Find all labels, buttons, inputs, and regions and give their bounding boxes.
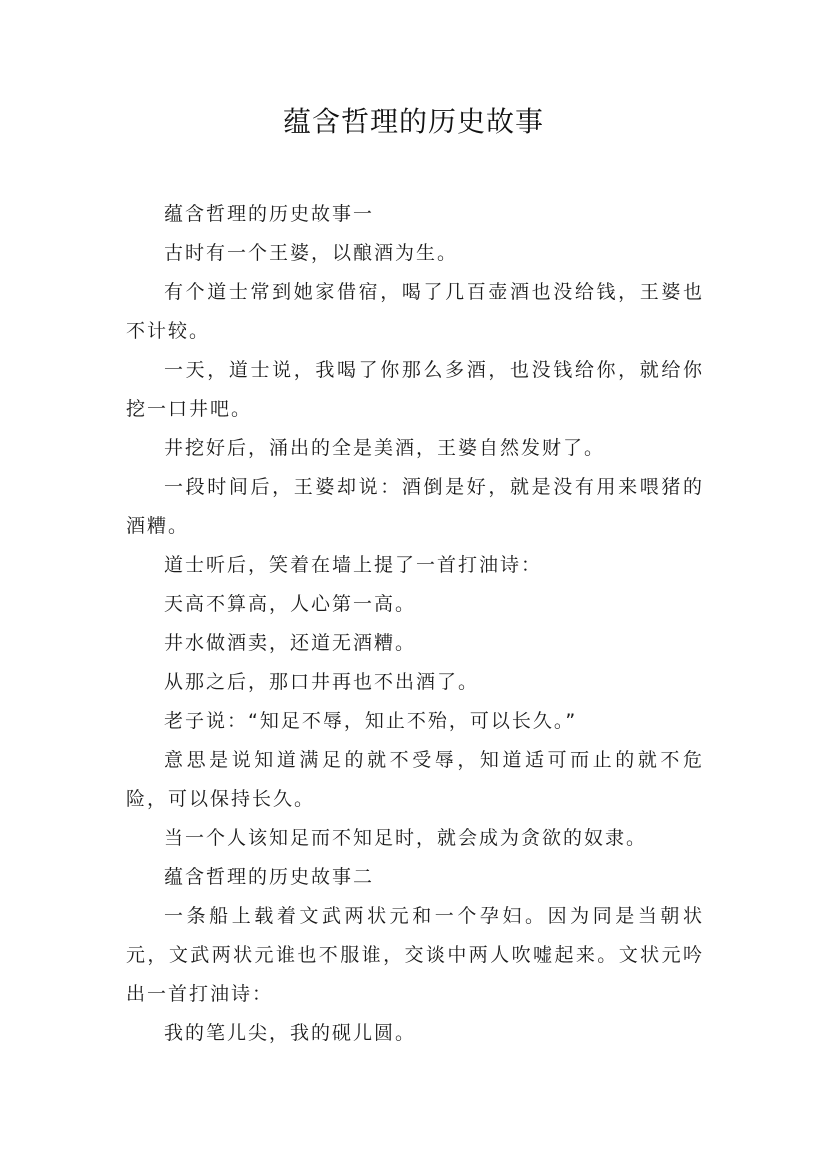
document-title: 蕴含哲理的历史故事: [282, 105, 544, 138]
paragraph: 意思是说知道满足的就不受辱，知道适可而止的就不危险，可以保持长久。: [126, 749, 704, 810]
document-body: [126, 195, 704, 1053]
paragraph: 一天，道士说，我喝了你那么多酒，也没钱给你，就给你挖一口井吧。: [126, 359, 704, 420]
paragraph: 当一个人该知足而不知足时，就会成为贪欲的奴隶。: [164, 827, 648, 849]
paragraph: 道士听后，笑着在墙上提了一首打油诗：: [164, 554, 543, 576]
paragraph: 井水做酒卖，还道无酒糟。: [164, 632, 417, 654]
paragraph: 从那之后，那口井再也不出酒了。: [164, 671, 480, 693]
paragraph: 蕴含哲理的历史故事二: [164, 866, 375, 888]
paragraph: 天高不算高，人心第一高。: [164, 593, 417, 615]
paragraph: 井挖好后，涌出的全是美酒，王婆自然发财了。: [164, 437, 606, 459]
paragraph: 蕴含哲理的历史故事一: [164, 203, 375, 225]
paragraph: 有个道士常到她家借宿，喝了几百壶酒也没给钱，王婆也不计较。: [126, 281, 704, 342]
paragraph: 古时有一个王婆，以酿酒为生。: [164, 242, 459, 264]
paragraph: 我的笔儿尖，我的砚儿圆。: [164, 1022, 417, 1044]
paragraph: 一段时间后，王婆却说：酒倒是好，就是没有用来喂猪的酒糟。: [126, 476, 704, 537]
paragraph: 一条船上载着文武两状元和一个孕妇。因为同是当朝状元，文武两状元谁也不服谁，交谈中两人吹嘘起来。文状元吟出一首打油诗：: [126, 905, 704, 1005]
paragraph: 老子说：“知足不辱，知止不殆，可以长久。”: [164, 710, 578, 732]
